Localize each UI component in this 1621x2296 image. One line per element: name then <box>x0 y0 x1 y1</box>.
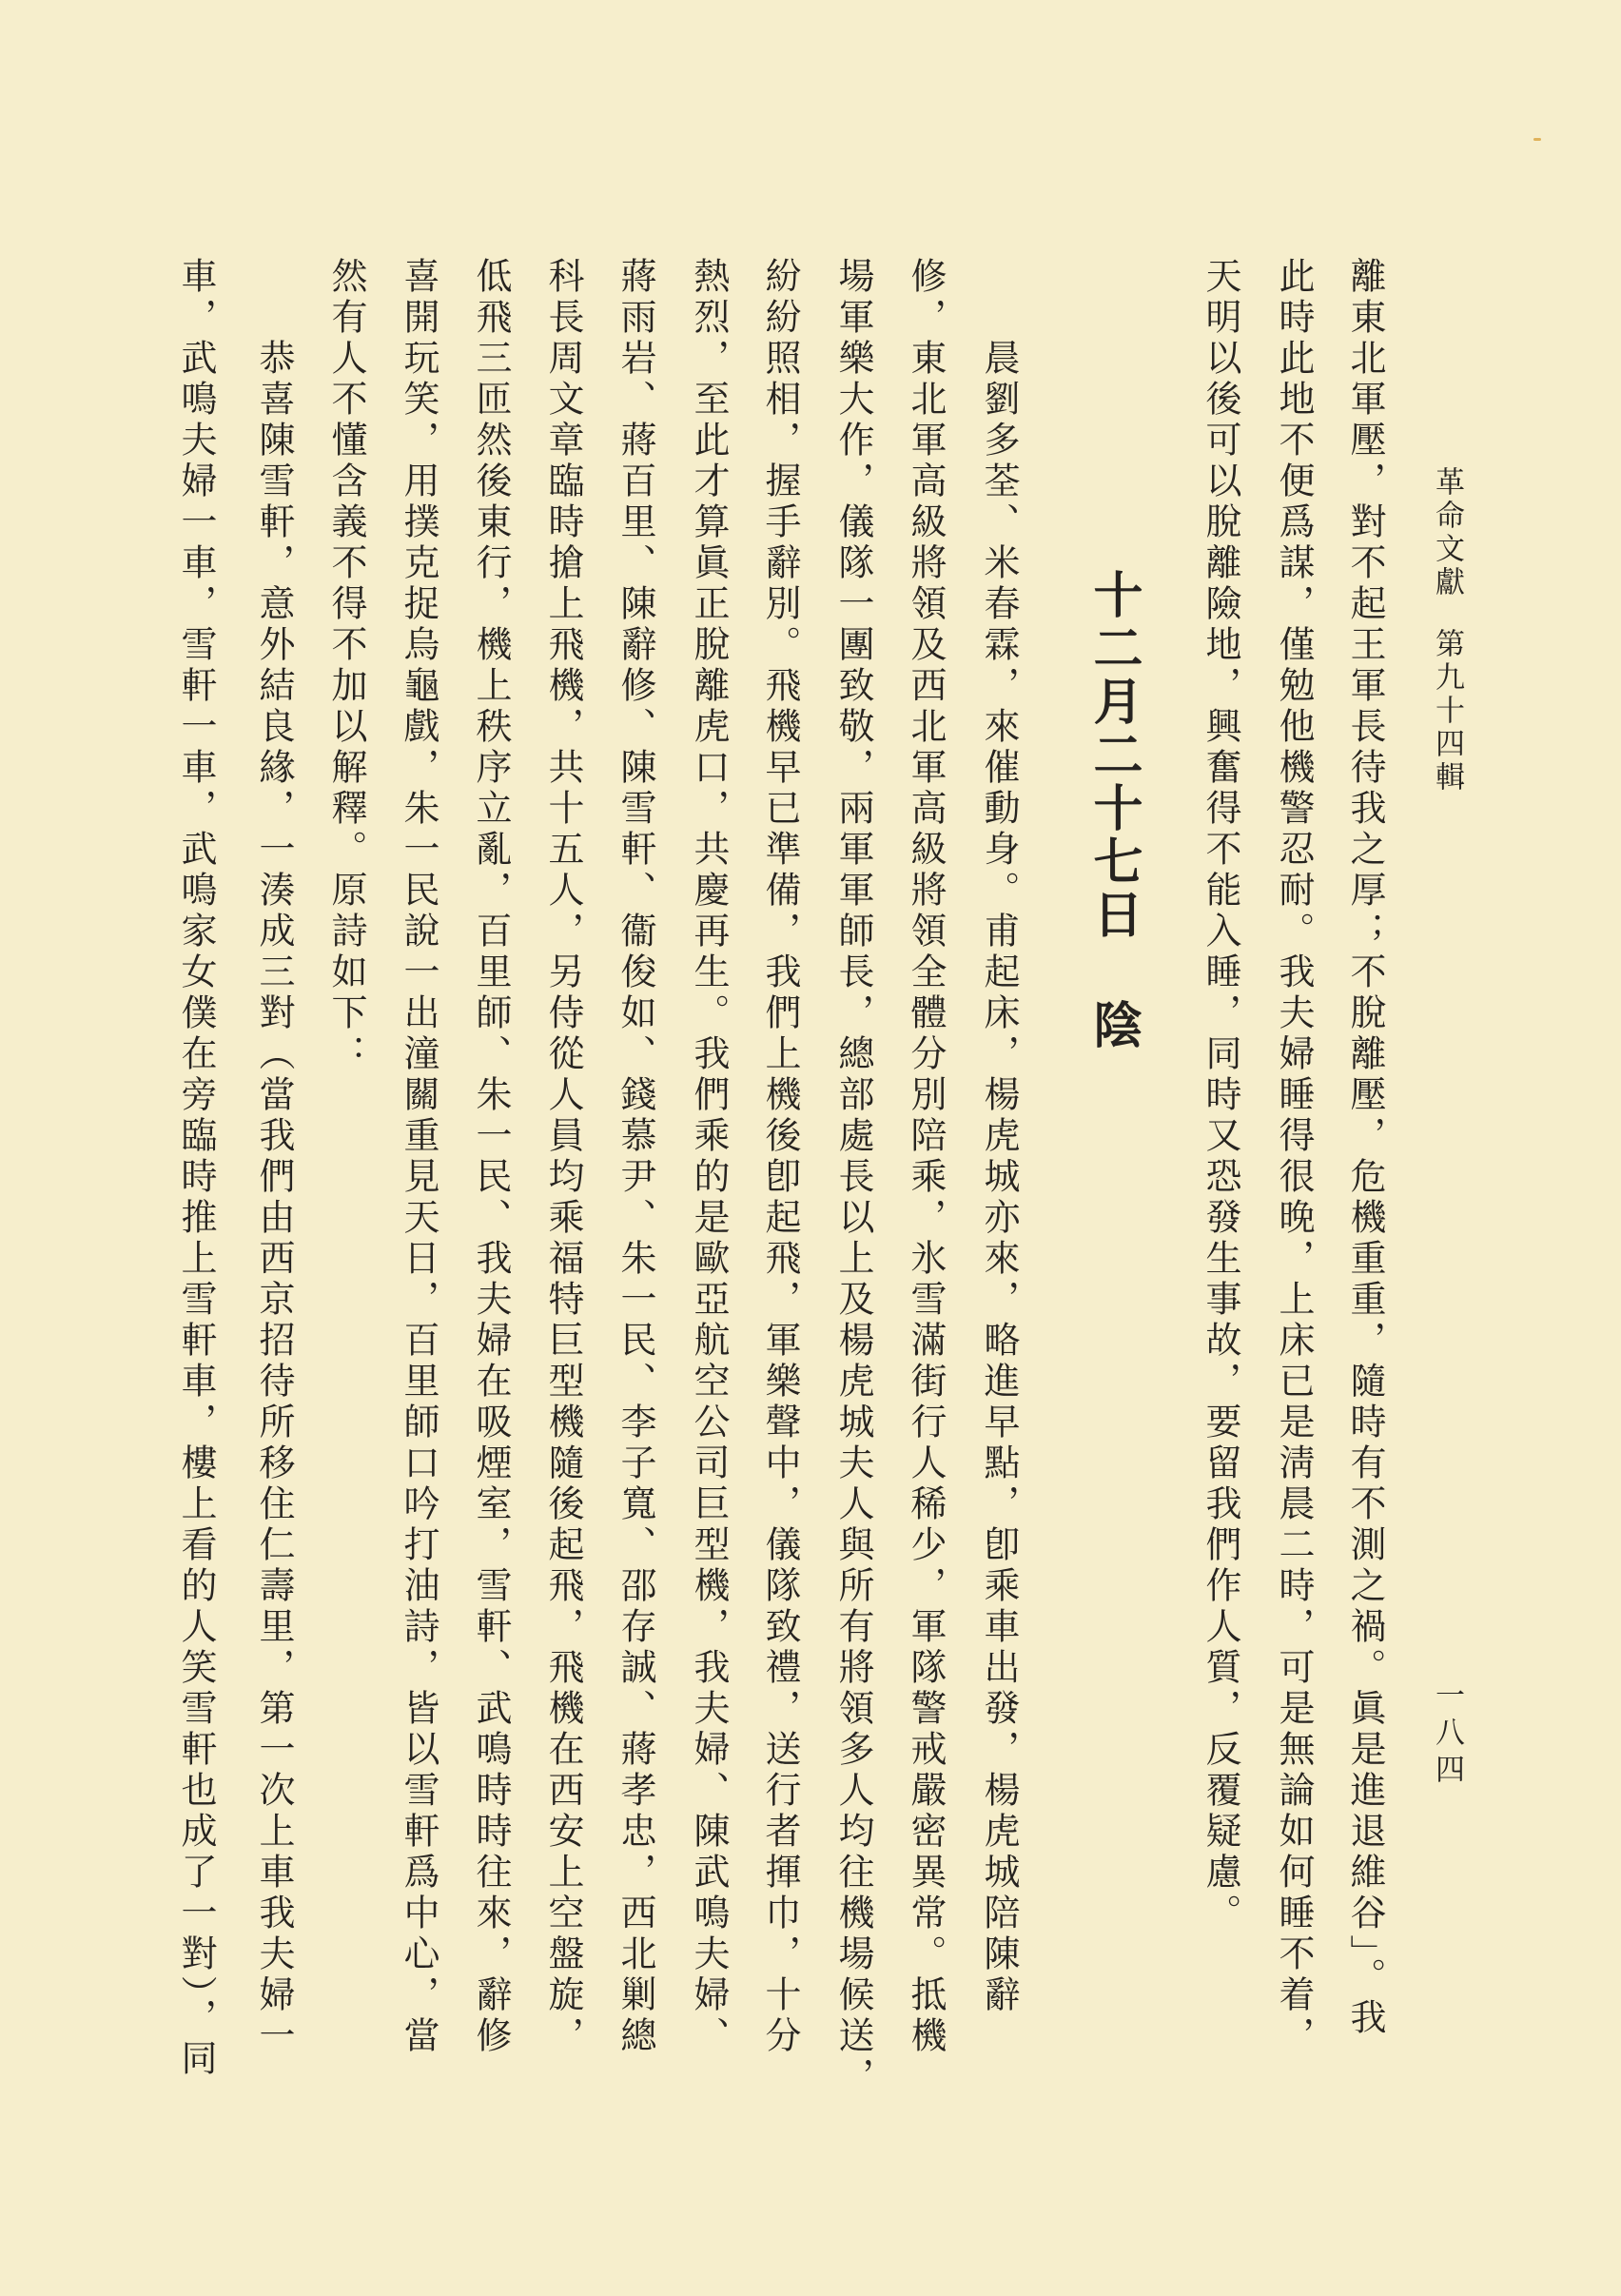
running-head-volume: 第九十四輯 <box>1430 628 1464 795</box>
running-head-title: 革命文獻 <box>1430 466 1464 599</box>
text-column-7: 紛紛照相，握手辭別。飛機早已準備，我們上機後卽起飛，軍樂聲中，儀隊致禮，送行者揮巾，十分 <box>759 257 801 2057</box>
text-column-10: 科長周文章臨時搶上飛機，共十五人，另侍從人員均乘福特巨型機隨後起飛，飛機在西安上空盤旋， <box>542 257 584 2057</box>
paper-speck <box>1533 138 1541 141</box>
text-column-11: 低飛三匝然後東行，機上秩序立亂，百里師、朱一民、我夫婦在吸煙室，雪軒、武鳴時時往來，辭修 <box>470 257 512 2057</box>
text-column-9: 蔣雨岩、蔣百里、陳辭修、陳雪軒、衞俊如、錢慕尹、朱一民、李子寬、邵存誠、蔣孝忠，西北剿總 <box>615 257 656 2057</box>
entry-weather: 陰 <box>1084 999 1143 1052</box>
entry-date: 十二月二十七日 <box>1084 569 1143 942</box>
text-column-6: 場軍樂大作，儀隊一團致敬，兩軍軍師長，總部處長以上及楊虎城夫人與所有將領多人均往機場候送， <box>832 257 874 2098</box>
text-column-15: 車，武鳴夫婦一車，雪軒一車，武鳴家女僕在旁臨時推上雪軒車，樓上看的人笑雪軒也成了一對），同 <box>175 257 217 2080</box>
entry-heading <box>1084 569 1143 1052</box>
text-column-2: 此時此地不便爲謀，僅勉他機警忍耐。我夫婦睡得很晚，上床已是淸晨二時，可是無論如何睡不着， <box>1273 257 1315 2057</box>
page-number: 一八四 <box>1430 1679 1464 1791</box>
text-column-5: 修，東北軍高級將領及西北軍高級將領全體分別陪乘，氷雪滿街行人稀少，軍隊警戒嚴密異常。抵機 <box>905 257 947 2057</box>
text-column-3: 天明以後可以脫離險地，興奮得不能入睡，同時又恐發生事故，要留我們作人質，反覆疑慮。 <box>1200 257 1241 1934</box>
text-column-14: 恭喜陳雪軒，意外結良緣，一湊成三對（當我們由西京招待所移住仁壽里，第一次上車我夫婦一 <box>253 339 295 2057</box>
text-column-1: 離東北軍壓，對不起王軍長待我之厚；不脫離壓，危機重重，隨時有不測之禍。眞是進退維谷」。我 <box>1344 257 1386 2039</box>
text-column-13: 然有人不懂含義不得不加以解釋。原詩如下： <box>325 257 367 1075</box>
running-head <box>1431 466 1463 795</box>
text-column-4: 晨劉多荃、米春霖，來催動身。甫起床，楊虎城亦來，略進早點，卽乘車出發，楊虎城陪陳辭 <box>978 339 1020 2016</box>
text-column-12: 喜開玩笑，用撲克捉烏龜戲，朱一民說一出潼關重見天日，百里師口吟打油詩，皆以雪軒爲中心，當 <box>398 257 439 2057</box>
text-column-8: 熱烈，至此才算眞正脫離虎口，共慶再生。我們乘的是歐亞航空公司巨型機，我夫婦、陳武鳴夫婦、 <box>688 257 730 2057</box>
